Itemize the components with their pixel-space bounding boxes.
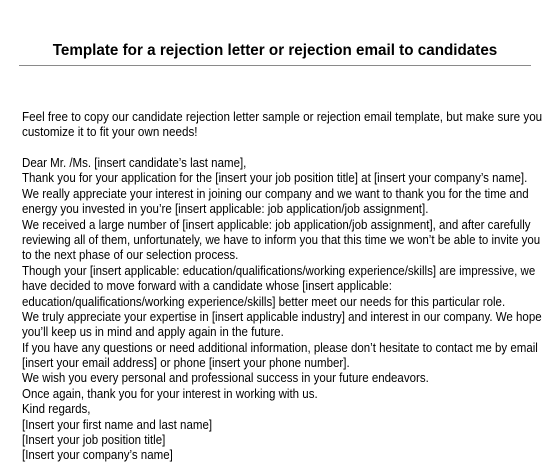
letter-line: Thank you for your application for the [insert your job position title] at [insert your company’s name]. [22, 170, 528, 186]
letter-line: you’ll keep us in mind and apply again in the future. [22, 324, 284, 340]
signature-name: [Insert your first name and last name] [22, 416, 213, 432]
title-divider [19, 65, 531, 66]
letter-line: reviewing all of them, unfortunately, we have to inform you that this time we won’t be able to invite you [22, 231, 541, 247]
letter-line: We really appreciate your interest in joining our company and we want to thank you for the time and [22, 185, 529, 201]
intro-line: customize it to fit your own needs! [22, 124, 198, 140]
signature-company: [Insert your company’s name] [22, 447, 173, 463]
letter-line: [insert your email address] or phone [insert your phone number]. [22, 355, 350, 371]
letter-body [22, 155, 550, 463]
intro-line: Feel free to copy our candidate rejection letter sample or rejection email template, but make sure you [22, 109, 543, 124]
salutation: Dear Mr. /Ms. [insert candidate’s last name], [22, 155, 247, 170]
signature-title: [Insert your job position title] [22, 432, 166, 448]
letter-line: have decided to move forward with a candidate whose [insert applicable: [22, 278, 392, 294]
letter-line: Once again, thank you for your interest in working with us. [22, 385, 318, 401]
letter-line: We truly appreciate your expertise in [insert applicable industry] and interest in our company. We hope [22, 308, 542, 324]
letter-line: Though your [insert applicable: education/qualifications/working experience/skills] are impressive, we [22, 262, 536, 278]
letter-line: We wish you every personal and professional success in your future endeavors. [22, 370, 429, 386]
intro-paragraph [22, 109, 550, 140]
closing: Kind regards, [22, 401, 91, 417]
letter-line: We received a large number of [insert applicable: job application/job assignment], and after carefully [22, 216, 531, 232]
letter-line: education/qualifications/working experience/skills] better meet our needs for this particular role. [22, 293, 506, 309]
letter-line: If you have any questions or need additional information, please don’t hesitate to contact me by email [22, 339, 538, 355]
letter-line: energy you invested in you’re [insert applicable: job application/job assignment]. [22, 201, 429, 217]
letter-line: to the next phase of our selection process. [22, 247, 239, 263]
document-title: Template for a rejection letter or rejection email to candidates [52, 42, 498, 59]
